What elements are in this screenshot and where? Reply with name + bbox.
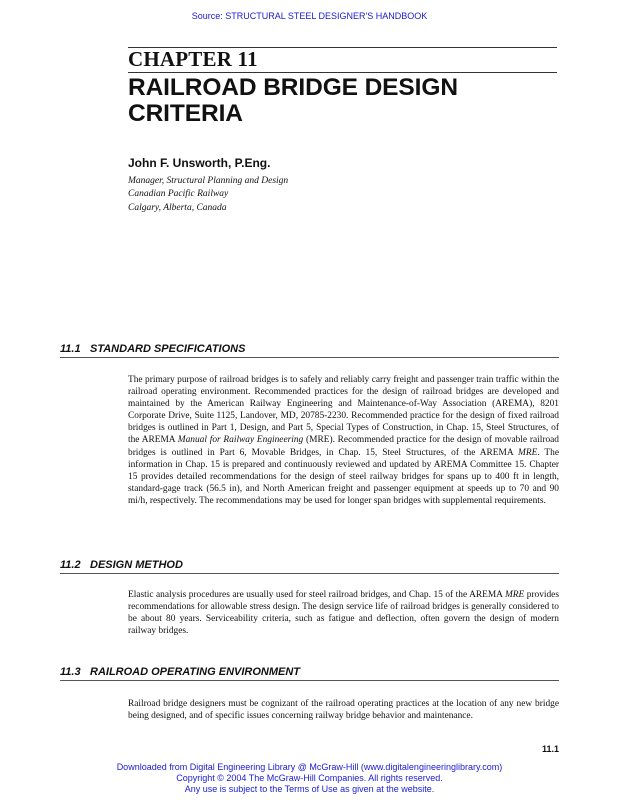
footer-copyright: Copyright © 2004 The McGraw-Hill Companies. All rights reserved. (176, 773, 443, 783)
chapter-mid-rule (128, 72, 557, 73)
page-number: 11.1 (541, 744, 559, 754)
chapter-title (128, 75, 557, 127)
footer-download-link[interactable]: Downloaded from Digital Engineering Library @ McGraw-Hill (www.digitalengineeringlibrary.com) (116, 762, 503, 772)
footer-terms-link[interactable]: Any use is subject to the Terms of Use as given at the website. (184, 784, 435, 794)
chapter-title-line-1: RAILROAD BRIDGE DESIGN (128, 74, 458, 101)
body-text-emphasis: MRE (518, 447, 538, 458)
section-title: DESIGN METHOD (90, 559, 183, 571)
author-affiliation (128, 175, 288, 215)
body-text-run: The primary purpose of railroad bridges is to safely and reliably carry freight and passenger train traffic within the railroad operating environment. Recommended practices for the design of railroad bridges are developed and maintained by the American Railway Engineering and Maintenance-of-Way Association (AREMA), 8201 Corporate Drive, Suite 1125, Landover, MD, 20785-2230. Recommended practice for the design of fixed railroad bridges is outlined in Part 1, Design, and Part 5, Special Types of Construction, in Chap. 15, Steel Structures, of the AREMA (128, 375, 559, 446)
body-text-emphasis: MRE (504, 590, 525, 600)
section-heading-11-2 (60, 559, 560, 571)
affiliation-line: Calgary, Alberta, Canada (128, 202, 227, 213)
chapter-title-line-2: CRITERIA (128, 100, 243, 127)
source-link[interactable]: Source: STRUCTURAL STEEL DESIGNER'S HANDBOOK (191, 11, 428, 21)
chapter-number: CHAPTER 11 (128, 47, 258, 71)
section-rule (60, 357, 559, 358)
section-heading-11-1 (60, 343, 560, 355)
section-body-11-2 (128, 589, 559, 637)
author-name: John F. Unsworth, P.Eng. (128, 156, 271, 170)
body-text-emphasis: Manual for Railway Engineering (177, 435, 304, 446)
section-number: 11.2 (60, 559, 81, 571)
section-rule (60, 573, 559, 574)
body-text-run: (MRE). Recommended practice for the design of movable railroad bridges is outlined in Part 6, Movable Bridges, in Chap. 15, Steel Structures, of the AREMA (128, 435, 559, 458)
section-title: RAILROAD OPERATING ENVIRONMENT (90, 666, 301, 678)
affiliation-line: Canadian Pacific Railway (128, 189, 229, 200)
body-text-run: provides recommendations for allowable stress design. The design service life of railroad bridges is generally considered to be about 80 years. Serviceability criteria, such as fatigue and deflection, often govern the design of modern railway bridges. (128, 590, 559, 637)
body-text-run: . The information in Chap. 15 is prepared and continuously reviewed and updated by AREMA Committee 15. Chapter 15 provides detailed recommendations for the design of steel railway bridges for spans up to 400 ft in length, standard-gage track (56.5 in), and North American freight and passenger equipment at speeds up to 70 and 90 mi/h, respectively. The recommendations may be used for longer span bridges with supplemental requirements. (128, 447, 559, 506)
section-body-11-3 (128, 698, 559, 722)
section-heading-11-3 (60, 666, 560, 678)
section-title: STANDARD SPECIFICATIONS (90, 343, 246, 355)
footer (0, 762, 619, 795)
section-rule (60, 680, 559, 681)
section-number: 11.1 (60, 343, 81, 355)
body-text-run: Railroad bridge designers must be cognizant of the railroad operating practices at the location of any new bridge being designed, and of specific issues concerning railway bridge behavior and maintenance. (128, 699, 559, 722)
body-text-run: Elastic analysis procedures are usually used for steel railroad bridges, and Chap. 15 of the AREMA (128, 590, 505, 600)
affiliation-line: Manager, Structural Planning and Design (128, 176, 289, 186)
section-number: 11.3 (60, 666, 81, 678)
section-body-11-1 (128, 374, 559, 507)
